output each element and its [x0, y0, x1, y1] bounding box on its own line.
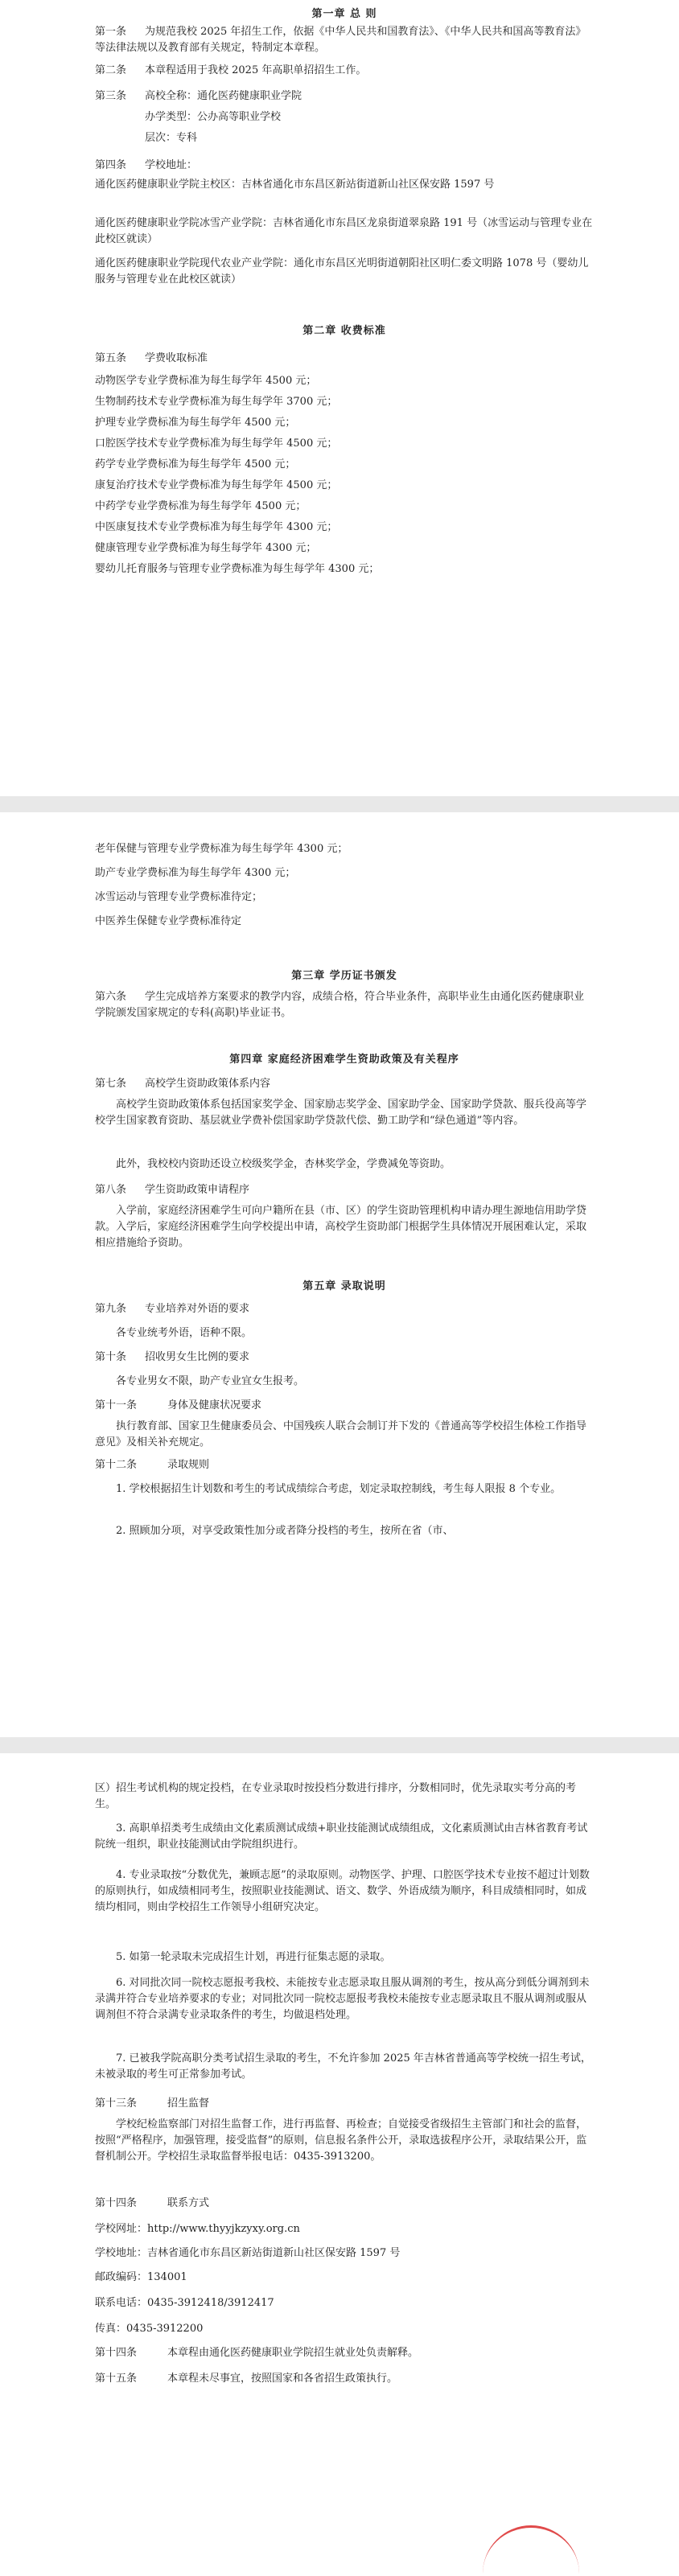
page-separator	[0, 1737, 679, 1753]
article-heading: 联系方式	[167, 2197, 210, 2209]
campus-ice-snow: 通化医药健康职业学院冰雪产业学院：吉林省通化市东昌区龙泉街道翠泉路 191 号（冰雪运动与管理专业在此校区就读）	[95, 217, 593, 245]
article-number: 第十四条	[95, 2347, 138, 2359]
article-5	[95, 349, 594, 364]
chapter-4-title: 第四章 家庭经济困难学生资助政策及有关程序	[229, 1054, 459, 1066]
article-13	[95, 2094, 594, 2110]
article-number: 第四条	[95, 159, 127, 171]
article-2	[95, 61, 594, 76]
rule-item: 区）招生考试机构的规定投档，在专业录取时按投档分数进行排序，分数相同时，优先录取实考分高的考生。	[95, 1782, 577, 1810]
fee-item: 婴幼儿托育服务与管理专业学费标准为每生每学年 4300 元；	[95, 563, 380, 575]
rule-item: 6. 对同批次同一院校志愿报考我校、未能按专业志愿录取且服从调剂的考生，按从高分到低分调剂到未录满并符合专业培养要求的专业；对同批次同一院校志愿报考我校未能按专业志愿录取且不服从调剂或服从调剂但不符合录满专业录取条件的考生，均做退档处理。	[95, 1977, 590, 2021]
article-4	[95, 156, 594, 171]
article-number: 第一条	[95, 26, 127, 38]
article-number: 第十三条	[95, 2097, 138, 2110]
page-1-body	[95, 0, 594, 796]
rule-item: 3. 高职单招类考生成绩由文化素质测试成绩+职业技能测试成绩组成，文化素质测试由吉林省教育考试院统一组织，职业技能测试由学院组织进行。	[95, 1822, 588, 1851]
paragraph: 入学前，家庭经济困难学生可向户籍所在县（市、区）的学生资助管理机构申请办理生源地信用助学贷款。入学后，家庭经济困难学生向学校提出申请，高校学生资助部门根据学生具体情况开展困难认定，采取相应措施给予资助。	[95, 1205, 587, 1249]
rule-item: 4. 专业录取按“分数优先，兼顾志愿”的录取原则。动物医学、护理、口腔医学技术专业按不超过计划数的原则执行，如成绩相同考生，按照职业技能测试、语文、数学、外语成绩为顺序，科目成绩相同时，如成绩均相同，则由学校招生工作领导小组研究决定。	[95, 1869, 590, 1913]
article-number: 第十四条	[95, 2197, 138, 2209]
article-heading: 录取规则	[167, 1459, 210, 1471]
fee-item: 老年保健与管理专业学费标准为每生每学年 4300 元；	[95, 843, 348, 855]
article-number: 第六条	[95, 991, 127, 1003]
paragraph: 各专业男女不限，助产专业宜女生报考。	[116, 1375, 305, 1387]
article-9	[95, 1300, 594, 1315]
chapter-1-title: 第一章 总 则	[311, 8, 377, 20]
paragraph: 此外，我校校内资助还设立校级奖学金，杏林奖学金，学费减免等资助。	[116, 1158, 451, 1170]
paragraph: 执行教育部、国家卫生健康委员会、中国残疾人联合会制订并下发的《普通高等学校招生体检工作指导意见》及相关补充规定。	[95, 1420, 587, 1448]
article-number: 第三条	[95, 90, 127, 102]
school-type: 办学类型：公办高等职业学校	[145, 111, 282, 123]
school-name: 高校全称：通化医药健康职业学院	[145, 90, 302, 102]
fee-item: 康复治疗技术专业学费标准为每生每学年 4500 元；	[95, 479, 338, 491]
article-number: 第十条	[95, 1351, 127, 1363]
fee-item: 护理专业学费标准为每生每学年 4500 元；	[95, 417, 296, 429]
document-page-1	[0, 0, 679, 796]
article-number: 第七条	[95, 1078, 127, 1090]
article-number: 第五条	[95, 352, 127, 364]
page-separator	[0, 796, 679, 812]
article-text: 本章程由通化医药健康职业学院招生就业处负责解释。	[167, 2347, 419, 2359]
article-heading: 高校学生资助政策体系内容	[145, 1078, 271, 1090]
rule-item: 1. 学校根据招生计划数和考生的考试成绩综合考虑，划定录取控制线，考生每人限报 8 个专业。	[116, 1483, 562, 1495]
article-heading: 身体及健康状况要求	[167, 1399, 262, 1411]
article-text: 为规范我校 2025 年招生工作，依据《中华人民共和国教育法》、《中华人民共和国高等教育法》等法律法规以及教育部有关规定，特制定本章程。	[95, 26, 586, 54]
article-number: 第二条	[95, 64, 127, 76]
postcode: 邮政编码：134001	[95, 2271, 187, 2283]
contact-phone: 联系电话：0435-3912418/3912417	[95, 2297, 274, 2309]
article-text: 学生完成培养方案要求的教学内容，成绩合格，符合毕业条件，高职毕业生由通化医药健康职业学院颁发国家规定的专科(高职)毕业证书。	[95, 991, 585, 1019]
campus-agriculture: 通化医药健康职业学院现代农业产业学院：通化市东昌区光明街道朝阳社区明仁委文明路 1078 号（婴幼儿服务与管理专业在此校区就读）	[95, 257, 589, 286]
article-number: 第十二条	[95, 1459, 138, 1471]
school-level: 层次：专科	[145, 132, 198, 144]
chapter-5-title: 第五章 录取说明	[302, 1280, 386, 1292]
article-14b	[95, 2344, 594, 2359]
article-number: 第十五条	[95, 2373, 138, 2385]
article-heading: 学校地址：	[145, 159, 198, 171]
school-address: 学校地址：吉林省通化市东昌区新站街道新山社区保安路 1597 号	[95, 2247, 401, 2259]
rule-item: 7. 已被我学院高职分类考试招生录取的考生，不允许参加 2025 年吉林省普通高等学校统一招生考试，未被录取的考生可正常参加考试。	[95, 2052, 591, 2081]
fee-item: 健康管理专业学费标准为每生每学年 4300 元；	[95, 542, 317, 554]
fee-item: 冰雪运动与管理专业学费标准待定；	[95, 891, 263, 903]
campus-main: 通化医药健康职业学院主校区：吉林省通化市东昌区新站街道新山社区保安路 1597 号	[95, 179, 495, 191]
article-15	[95, 2369, 594, 2385]
fee-item: 中医康复技术专业学费标准为每生每学年 4300 元；	[95, 521, 338, 533]
article-7	[95, 1074, 594, 1090]
fee-item: 中药学专业学费标准为每生每学年 4500 元；	[95, 500, 307, 512]
paragraph: 学校纪检监察部门对招生监督工作，进行再监督、再检查；自觉接受省级招生主管部门和社会的监督，按照“严格程序，加强管理，接受监督”的原则，信息报名条件公开，录取选拔程序公开，录取结果公开，监督机制公开。学校招生录取监督举报电话：0435-3913200。	[95, 2118, 587, 2163]
article-heading: 招生监督	[167, 2097, 210, 2110]
article-number: 第八条	[95, 1184, 127, 1196]
paragraph: 高校学生资助政策体系包括国家奖学金、国家励志奖学金、国家助学金、国家助学贷款、服兵役高等学校学生国家教育资助、基层就业学费补偿国家助学贷款代偿、勤工助学和“绿色通道”等内容。	[95, 1099, 587, 1127]
chapter-3-title: 第三章 学历证书颁发	[291, 970, 397, 982]
article-heading: 专业培养对外语的要求	[145, 1303, 250, 1315]
paragraph: 各专业统考外语，语种不限。	[116, 1327, 253, 1339]
fee-item: 口腔医学技术专业学费标准为每生每学年 4500 元；	[95, 438, 338, 450]
document-page-3	[0, 1753, 679, 2557]
article-text: 本章程适用于我校 2025 年高职单招招生工作。	[145, 64, 367, 76]
fee-item: 生物制药技术专业学费标准为每生每学年 3700 元；	[95, 396, 338, 408]
article-11	[95, 1396, 594, 1411]
article-10	[95, 1348, 594, 1363]
article-heading: 学生资助政策申请程序	[145, 1184, 250, 1196]
page-2-body	[95, 812, 594, 1737]
fax: 传真：0435-3912200	[95, 2323, 204, 2335]
school-website: 学校网址：http://www.thyyjkzyxy.org.cn	[95, 2223, 300, 2235]
article-heading: 学费收取标准	[145, 352, 208, 364]
rule-item: 2. 照顾加分项，对享受政策性加分或者降分投档的考生，按所在省（市、	[116, 1525, 454, 1537]
article-3	[95, 87, 594, 102]
article-text: 本章程未尽事宜，按照国家和各省招生政策执行。	[167, 2373, 398, 2385]
article-number: 第九条	[95, 1303, 127, 1315]
page-3-body	[95, 1753, 594, 2557]
document-page-2	[0, 812, 679, 1737]
fee-item: 动物医学专业学费标准为每生每学年 4500 元；	[95, 375, 317, 387]
article-number: 第十一条	[95, 1399, 138, 1411]
fee-item: 助产专业学费标准为每生每学年 4300 元；	[95, 867, 296, 879]
article-12	[95, 1456, 594, 1471]
chapter-2-title: 第二章 收费标准	[302, 325, 386, 337]
rule-item: 5. 如第一轮录取未完成招生计划，再进行征集志愿的录取。	[116, 1951, 391, 1963]
fee-item: 中医养生保健专业学费标准待定	[95, 915, 242, 927]
article-heading: 招收男女生比例的要求	[145, 1351, 250, 1363]
fee-item: 药学专业学费标准为每生每学年 4500 元；	[95, 458, 296, 470]
article-8	[95, 1181, 594, 1196]
article-14	[95, 2194, 594, 2209]
article-1	[95, 24, 594, 56]
article-6	[95, 989, 594, 1021]
